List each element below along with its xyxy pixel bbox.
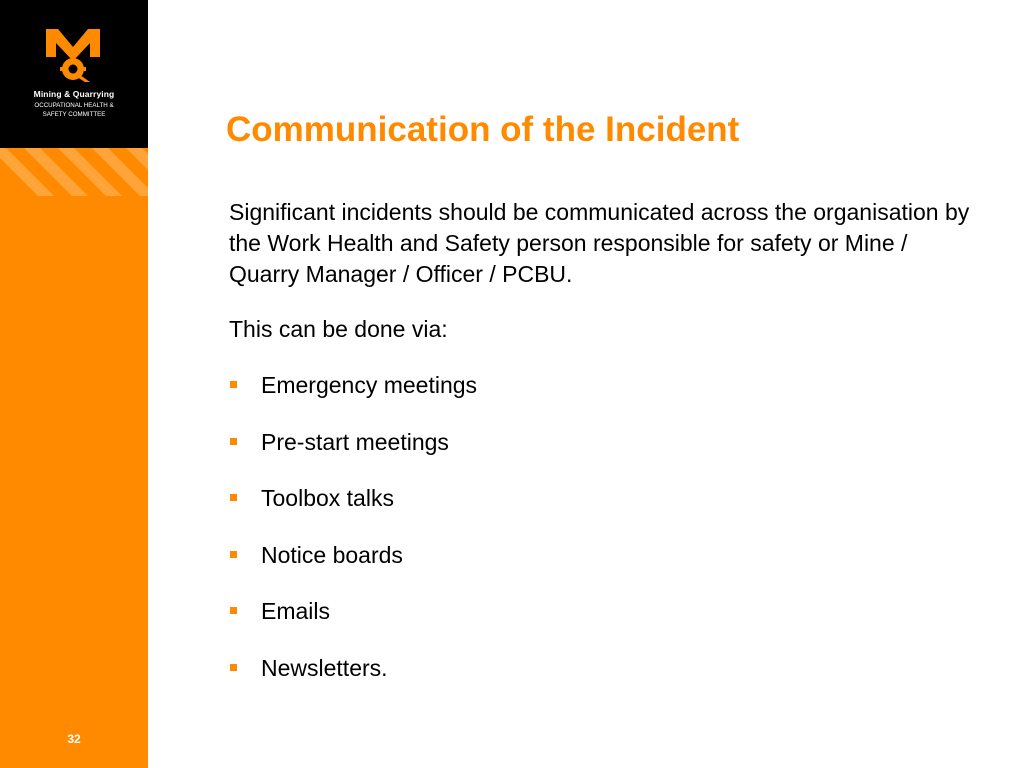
list-item bbox=[229, 483, 477, 540]
logo-subtitle-line1: OCCUPATIONAL HEALTH & bbox=[34, 102, 114, 109]
sidebar bbox=[0, 0, 148, 768]
square-bullet-icon bbox=[230, 381, 237, 388]
square-bullet-icon bbox=[230, 551, 237, 558]
bullet-list bbox=[229, 370, 477, 709]
list-item bbox=[229, 370, 477, 427]
logo-block bbox=[0, 0, 148, 148]
list-item-text: Newsletters. bbox=[261, 654, 388, 681]
slide-title: Communication of the Incident bbox=[226, 110, 740, 149]
list-item-text: Emergency meetings bbox=[261, 372, 478, 398]
square-bullet-icon bbox=[230, 438, 237, 445]
square-bullet-icon bbox=[230, 607, 237, 614]
list-item bbox=[229, 596, 477, 653]
logo-title: Mining & Quarrying bbox=[33, 89, 115, 99]
mq-logo-icon bbox=[44, 27, 102, 83]
square-bullet-icon bbox=[230, 664, 237, 671]
list-item bbox=[229, 653, 477, 710]
logo-subtitle-line2: SAFETY COMMITTEE bbox=[42, 111, 106, 118]
list-item-text: Pre-start meetings bbox=[261, 428, 449, 455]
list-item-text: Notice boards bbox=[261, 541, 403, 568]
square-bullet-icon bbox=[230, 494, 237, 501]
intro-text: This can be done via: bbox=[229, 316, 448, 342]
page-number: 32 bbox=[67, 732, 81, 746]
list-item-text: Emails bbox=[261, 598, 331, 624]
decorative-stripes bbox=[0, 148, 148, 196]
list-item bbox=[229, 540, 477, 597]
body-paragraph: Significant incidents should be communicated across the organisation by the Work Health and Safety person responsible for safety or Mine / Quarry Manager / Officer / PCBU. bbox=[229, 199, 970, 287]
list-item-text: Toolbox talks bbox=[261, 485, 394, 511]
list-item bbox=[229, 427, 477, 484]
